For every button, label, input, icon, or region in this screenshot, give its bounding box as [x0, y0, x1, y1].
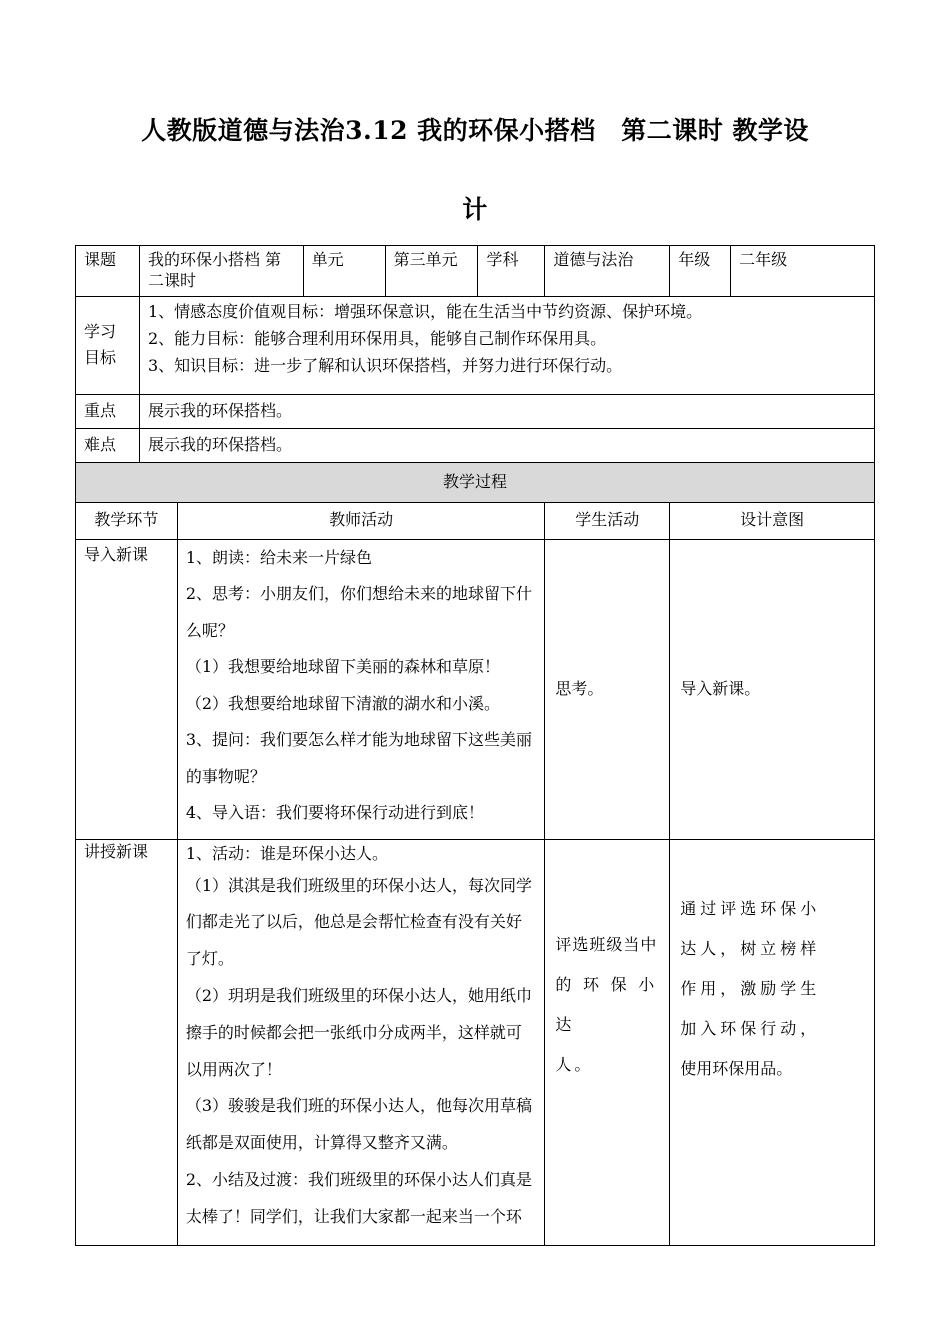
activity-line: （2）我想要给地球留下清澈的湖水和小溪。: [185, 693, 501, 713]
unit-value: 第三单元: [385, 246, 478, 297]
document-title-line-2: 计: [462, 195, 488, 224]
intent-line: 作用，激励学生: [680, 978, 821, 998]
unit-label: 单元: [303, 246, 385, 297]
activity-line: 擦手的时候都会把一张纸巾分成两半，这样就可: [185, 1022, 522, 1042]
stage-intro: 导入新课: [76, 539, 178, 839]
activity-line: 么呢？: [185, 620, 234, 640]
difficulty-row: [76, 428, 875, 462]
activity-line: 1、朗读：给未来一片绿色: [185, 547, 373, 567]
column-intent: 设计意图: [670, 502, 875, 539]
teacher-activity-intro: [177, 539, 544, 839]
student-line: 人。: [555, 1054, 594, 1074]
activity-line: 4、导入语：我们要将环保行动进行到底！: [185, 803, 485, 823]
column-stage: 教学环节: [76, 502, 178, 539]
process-row-intro: [76, 539, 875, 839]
key-point-text: 展示我的环保搭档。: [139, 394, 874, 428]
activity-line: 2、思考：小朋友们，你们想给未来的地球留下什: [185, 584, 533, 604]
goals-row: [76, 296, 875, 394]
grade-label: 年级: [670, 246, 731, 297]
goals-label: [76, 296, 140, 394]
activity-line: 的事物呢？: [185, 766, 266, 786]
activity-line: 太棒了！同学们，让我们大家都一起来当一个环: [185, 1206, 522, 1226]
subject-label: 学科: [478, 246, 545, 297]
topic-label: 课题: [76, 246, 140, 297]
goals-content: [139, 296, 874, 394]
student-activity-intro: 思考。: [545, 539, 670, 839]
key-point-label: 重点: [76, 394, 140, 428]
topic-value: 我的环保小搭档 第二课时: [139, 246, 303, 297]
column-teacher: 教师活动: [177, 502, 544, 539]
subject-value: 道德与法治: [545, 246, 670, 297]
process-header: 教学过程: [76, 462, 875, 502]
activity-line: （1）淇淇是我们班级里的环保小达人，每次同学: [185, 875, 533, 895]
difficulty-label: 难点: [76, 428, 140, 462]
lesson-plan-table: [75, 245, 875, 1246]
student-line: 评选班级当中: [555, 934, 658, 954]
activity-line: 以用两次了！: [185, 1059, 282, 1079]
goals-label-line-2: 目标: [84, 348, 117, 368]
key-point-row: [76, 394, 875, 428]
intent-line: 加入环保行动，: [680, 1018, 821, 1038]
grade-value: 二年级: [731, 246, 875, 297]
stage-teaching: 讲授新课: [76, 839, 178, 1245]
process-header-row: [76, 462, 875, 502]
activity-line: 们都走光了以后，他总是会帮忙检查有没有关好: [185, 912, 522, 932]
activity-line: 3、提问：我们要怎么样才能为地球留下这些美丽: [185, 730, 533, 750]
intent-line: 达人，树立榜样: [680, 938, 821, 958]
goal-item: 3、知识目标：进一步了解和认识环保搭档，并努力进行环保行动。: [147, 355, 623, 375]
column-student: 学生活动: [545, 502, 670, 539]
goal-item: 1、情感态度价值观目标：增强环保意识，能在生活当中节约资源、保护环境。: [147, 301, 703, 321]
info-row: [76, 246, 875, 297]
difficulty-text: 展示我的环保搭档。: [139, 428, 874, 462]
goals-label-line-1: 学习: [84, 322, 117, 342]
process-columns-row: [76, 502, 875, 539]
intent-line: 通过评选环保小: [680, 898, 821, 918]
intent-line: 使用环保用品。: [680, 1058, 793, 1078]
activity-line: （2）玥玥是我们班级里的环保小达人，她用纸巾: [185, 985, 533, 1005]
activity-line: 纸都是双面使用，计算得又整齐又满。: [185, 1133, 458, 1153]
activity-line: （3）骏骏是我们班的环保小达人，他每次用草稿: [185, 1096, 533, 1116]
document-title-line-1: 人教版道德与法治3.12 我的环保小搭档 第二课时 教学设: [141, 116, 809, 145]
goal-item: 2、能力目标：能够合理利用环保用具，能够自己制作环保用具。: [147, 328, 607, 348]
activity-line: 1、活动：谁是环保小达人。: [185, 843, 389, 863]
activity-line: 了灯。: [185, 949, 234, 969]
student-activity-teaching: [545, 839, 670, 1245]
teacher-activity-teaching: [177, 839, 544, 1245]
process-row-teaching: [76, 839, 875, 1245]
activity-line: 2、小结及过渡：我们班级里的环保小达人们真是: [185, 1169, 533, 1189]
student-line: 的环保小达: [555, 974, 662, 1034]
design-intent-teaching: [670, 839, 875, 1245]
design-intent-intro: 导入新课。: [670, 539, 875, 839]
activity-line: （1）我想要给地球留下美丽的森林和草原！: [185, 657, 501, 677]
